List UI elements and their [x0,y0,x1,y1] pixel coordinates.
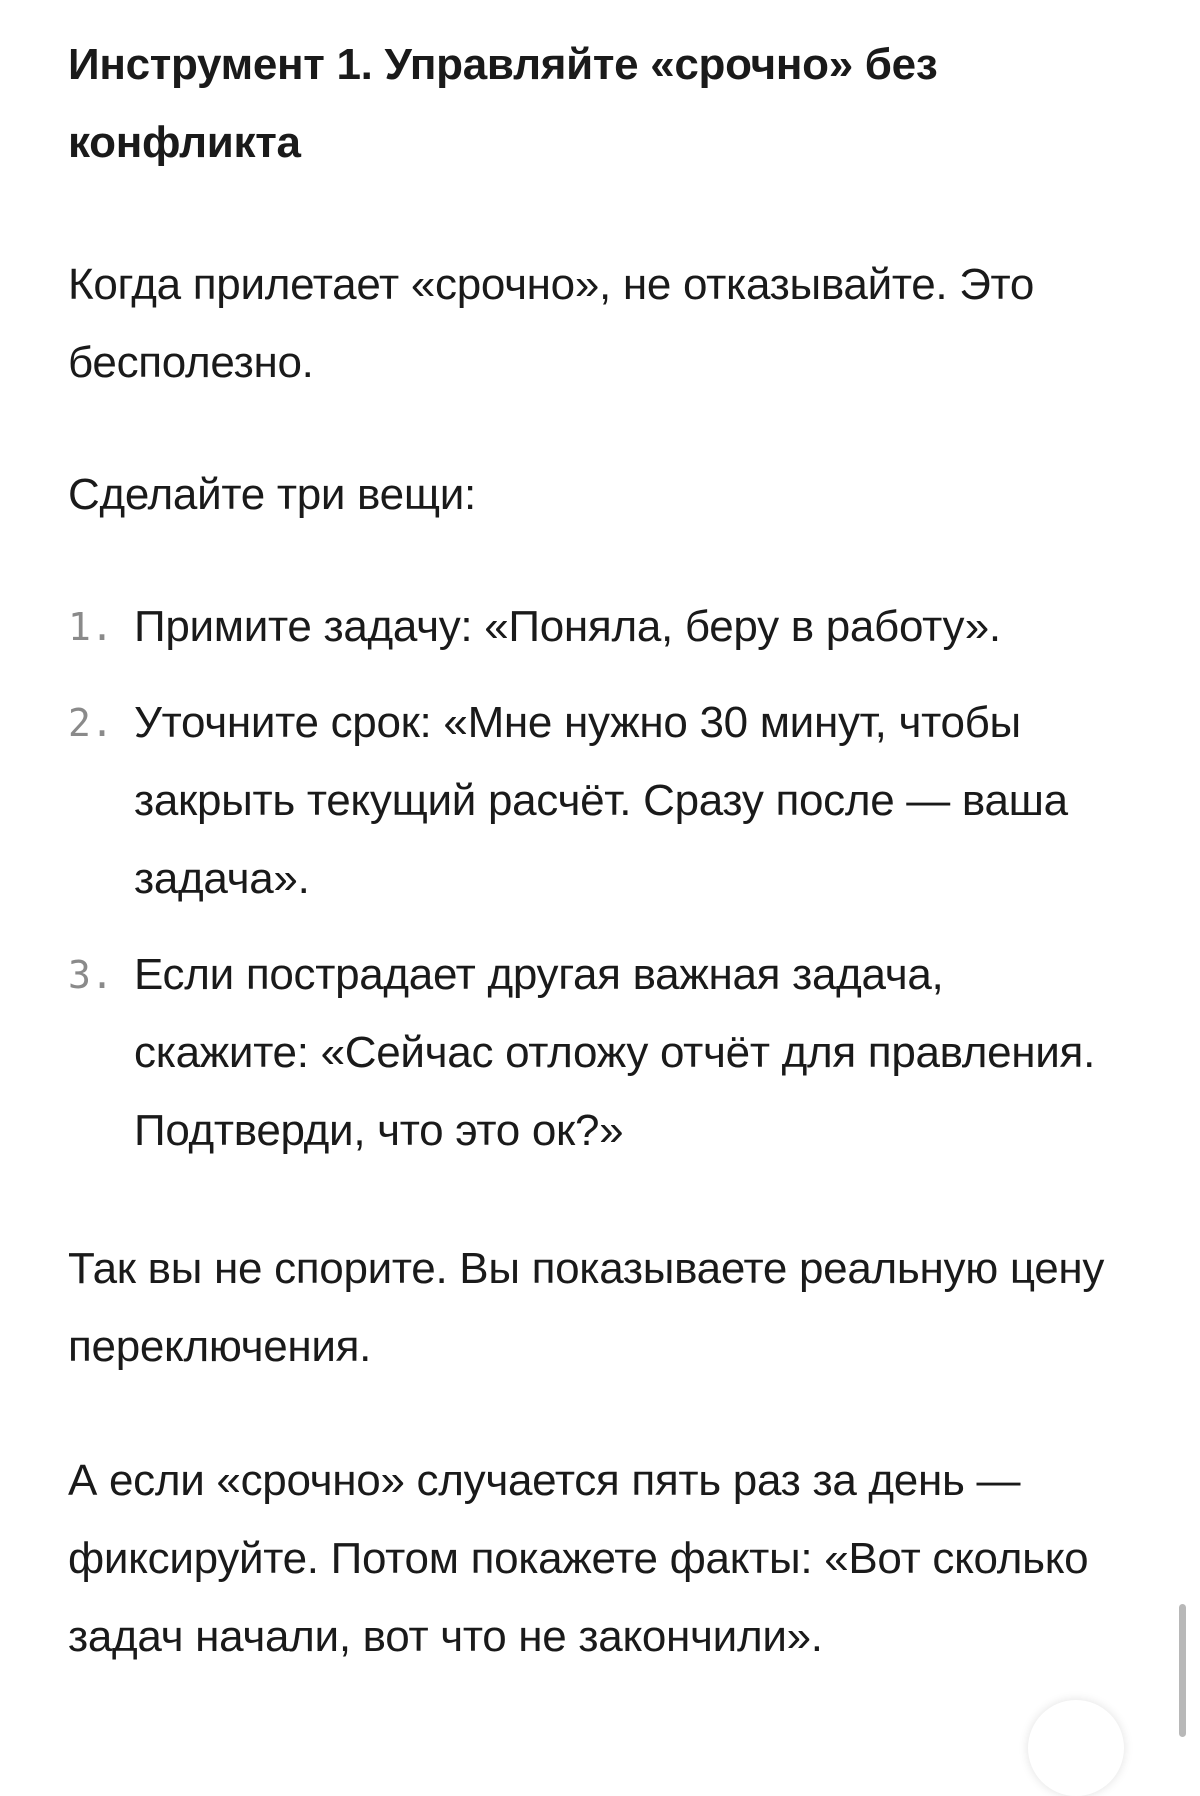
final-paragraph: А если «срочно» случается пять раз за день — фиксируйте. Потом покажете факты: «Вот сколько задач начали, вот что не закончили». [68,1456,1089,1661]
list-item-number: 3. [68,953,114,997]
list-item-text: Примите задачу: «Поняла, беру в работу». [134,602,1001,651]
list-item-number: 1. [68,605,114,649]
list-item [68,684,1128,918]
list-item-number: 2. [68,701,114,745]
article-body [68,26,1128,1676]
list-item [68,588,1128,666]
list-item [68,936,1128,1170]
list-item-text: Если пострадает другая важная задача, скажите: «Сейчас отложу отчёт для правления. Подтверди, что это ок?» [134,950,1096,1155]
steps-lead-paragraph: Сделайте три вещи: [68,470,476,519]
floating-action-button[interactable] [1028,1700,1124,1796]
vertical-scrollbar[interactable] [1179,1604,1186,1737]
steps-list [68,588,1128,1170]
intro-paragraph: Когда прилетает «срочно», не отказывайте. Это бесполезно. [68,260,1035,387]
section-heading: Инструмент 1. Управляйте «срочно» без конфликта [68,40,938,167]
list-item-text: Уточните срок: «Мне нужно 30 минут, чтобы закрыть текущий расчёт. Сразу после — ваша задача». [134,698,1068,903]
conclusion-paragraph: Так вы не спорите. Вы показываете реальную цену переключения. [68,1244,1105,1371]
